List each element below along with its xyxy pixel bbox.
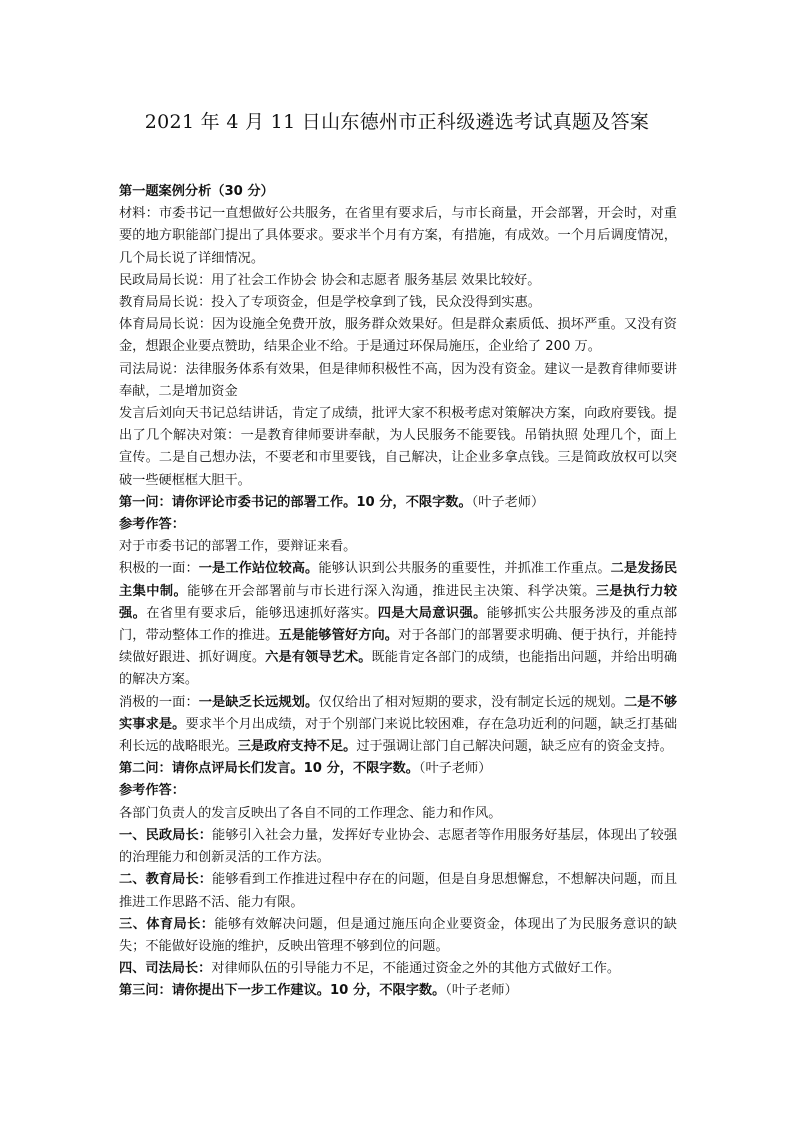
section-heading: 第一题案例分析（30 分） — [119, 184, 274, 199]
civil-affairs-statement: 民政局局长说：用了社会工作协会 协会和志愿者 服务基层 效果比较好。 — [119, 272, 541, 288]
question-2-item-sports: 三、体育局长：能够有效解决问题，但是通过施压向企业要资金，体现出了为民服务意识的缺失；不能做好设施的维护，反映出管理不够到位的问题。 — [119, 916, 677, 954]
justice-statement: 司法局说：法律服务体系有效果，但是律师积极性不高，因为没有资金。建议一是教育律师要讲奉献，二是增加资金 — [119, 361, 677, 399]
material-paragraph: 材料：市委书记一直想做好公共服务，在省里有要求后，与市长商量，开会部署，开会时，对重要的地方职能部门提出了具体要求。要求半个月有方案，有措施，有成效。一个月后调度情况，几个局长说了详细情况。 — [119, 206, 677, 266]
question-1-intro: 对于市委书记的部署工作，要辩证来看。 — [119, 539, 357, 555]
question-1-reference-label: 参考作答： — [119, 517, 185, 533]
question-1-prompt: 第一问：请你评论市委书记的部署工作。10 分，不限字数。（叶子老师） — [119, 494, 545, 510]
question-2-prompt: 第二问：请你点评局长们发言。10 分，不限字数。（叶子老师） — [119, 761, 492, 777]
question-3-prompt: 第三问：请你提出下一步工作建议。10 分，不限字数。（叶子老师） — [119, 983, 518, 999]
document-body — [119, 181, 677, 1003]
sports-statement: 体育局局长说：因为设施全免费开放，服务群众效果好。但是群众素质低、损坏严重。又没有资金，想跟企业要点赞助，结果企业不给。于是通过环保局施压，企业给了 200 万。 — [119, 317, 677, 355]
question-2-item-civil: 一、民政局长：能够引入社会力量，发挥好专业协会、志愿者等作用服务好基层，体现出了较强的治理能力和创新灵活的工作方法。 — [119, 827, 678, 866]
page-title: 2021 年 4 月 11 日山东德州市正科级遴选考试真题及答案 — [144, 111, 650, 133]
question-2-item-justice: 四、司法局长：对律师队伍的引导能力不足，不能通过资金之外的其他方式做好工作。 — [119, 961, 621, 977]
secretary-speech: 发言后刘向天书记总结讲话，肯定了成绩，批评大家不积极考虑对策解决方案，向政府要钱。提出了几个解决对策：一是教育律师要讲奉献，为人民服务不能要钱。吊销执照 处理几个，面上宣传。二是自己想办法，不要老和市里要钱，自己解决，让企业多拿点钱。三是简政放权可以突破一些硬框框大胆干。 — [119, 406, 677, 488]
question-2-item-education: 二、教育局长：能够看到工作推进过程中存在的问题，但是自身思想懈怠，不想解决问题，而且推进工作思路不活、能力有限。 — [119, 872, 678, 910]
education-statement: 教育局局长说：投入了专项资金，但是学校拿到了钱，民众没得到实惠。 — [119, 295, 541, 311]
question-2-reference-label: 参考作答： — [119, 783, 185, 799]
question-1-negative: 消极的一面：一是缺乏长远规划。仅仅给出了相对短期的要求，没有制定长远的规划。二是不够实事求是。要求半个月出成绩，对于个别部门来说比较困难，存在急功近利的问题，缺乏打基础利长远的战略眼光。三是政府支持不足。过于强调让部门自己解决问题，缺乏应有的资金支持。 — [119, 694, 678, 755]
question-1-positive: 积极的一面：一是工作站位较高。能够认识到公共服务的重要性，并抓准工作重点。二是发扬民主集中制。能够在开会部署前与市长进行深入沟通，推进民主决策、科学决策。三是执行力较强。在省里有要求后，能够迅速抓好落实。四是大局意识强。能够抓实公共服务涉及的重点部门，带动整体工作的推进。五是能够管好方向。对于各部门的部署要求明确、便于执行，并能持续做好跟进、抓好调度。六是有领导艺术。既能肯定各部门的成绩，也能指出问题，并给出明确的解决方案。 — [119, 561, 678, 688]
question-2-intro: 各部门负责人的发言反映出了各自不同的工作理念、能力和作风。 — [119, 805, 502, 821]
